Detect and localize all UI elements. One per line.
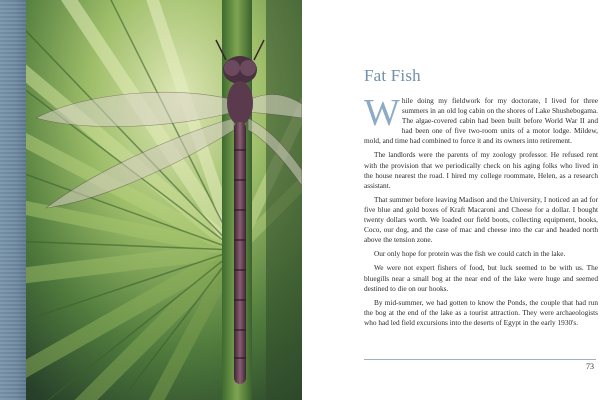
dragonfly-photo (26, 0, 302, 400)
paragraph-5: We were not expert fishers of food, but luck seemed to be with us. The bluegills near a small bog at the near end of the lake were huge and seemed destined to die on our hooks. (364, 263, 598, 293)
chapter-body (364, 92, 598, 332)
right-page (302, 0, 600, 400)
right-shadow (266, 0, 302, 400)
paragraph-6: By mid-summer, we had gotten to know the Ponds, the couple that had run the bog at the end of the lake as a tourist attraction. They were archaeologists who had led field excursions into the deserts of Egypt in the early 1930's. (364, 297, 598, 327)
page-number: 73 (586, 362, 594, 371)
paragraph-2: The landlords were the parents of my zoology professor. He refused rent with the provision that we periodically check on his aging folks who lived in the house nearest the road. I hired my college roommate, Helen, as a research assistant. (364, 150, 598, 190)
paragraph-1: While doing my fieldwork for my doctorate, I lived for three summers in an old log cabin on the shores of Lake Shushebogama. The algae-covered cabin had been built before World War II and had been one of five two-room units of a motor lodge. Mildew, mold, and time had combined to force it and its owners into retirement. (364, 92, 598, 146)
spine-texture (0, 0, 26, 400)
footer-rule (364, 359, 596, 360)
drop-cap: W (364, 92, 400, 134)
paragraph-3: That summer before leaving Madison and the University, I noticed an ad for five blue and gold boxes of Kraft Macaroni and Cheese for a dollar. I bought twenty dollars worth. We loaded our field boots, collecting equipment, books, Coco, our dog, and the case of mac and cheese into the car and headed north above the tension zone. (364, 194, 598, 245)
paragraph-4: Our only hope for protein was the fish we could catch in the lake. (374, 249, 566, 259)
chapter-title: Fat Fish (364, 66, 421, 85)
dragonfly-photo-svg (26, 0, 302, 400)
